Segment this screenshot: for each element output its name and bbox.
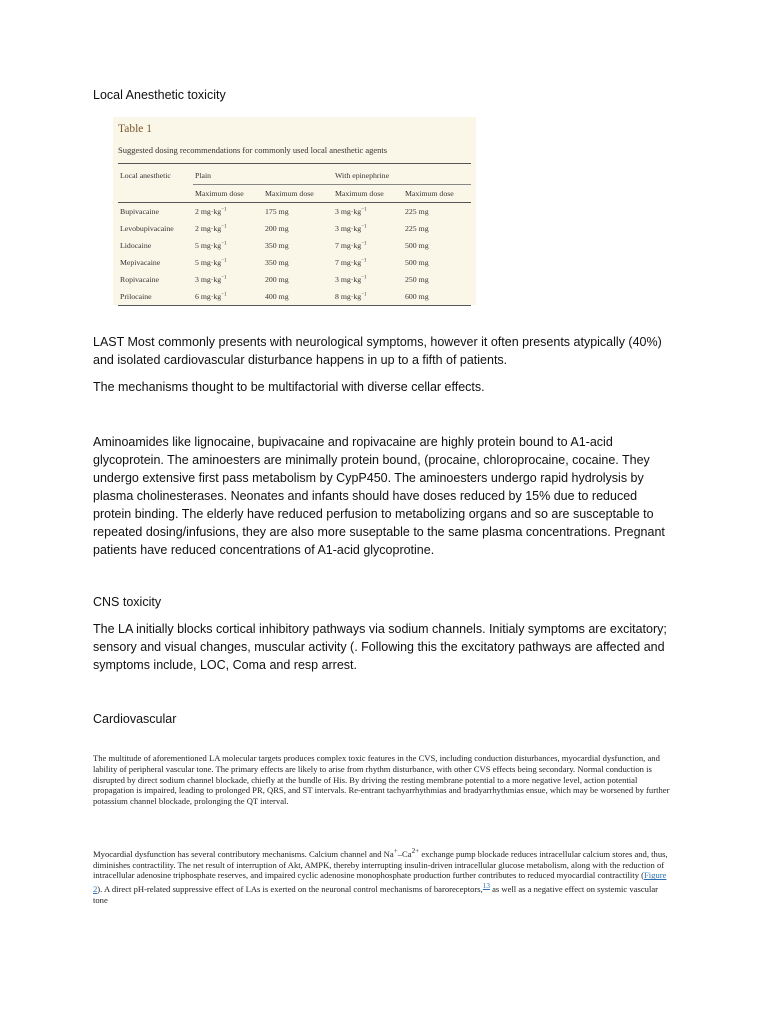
epi-dose-per-kg: 8 $mg\cdot kg^{-1}$	[333, 288, 403, 306]
table-row	[118, 203, 471, 221]
plain-max-dose: 200 mg	[265, 275, 289, 284]
subheader-maximum-dose: Maximum dose	[403, 185, 471, 203]
excerpt-myocardial-dysfunction: Myocardial dysfunction has several contributory mechanisms. Calcium channel and $Na^+-Ca^{2+}$ exchange pump blockade reduces intracellular calcium stores and, thus, diminishes contractility. The net result of interruption of Akt, AMPK, thereby interrupting insulin-driven intracellular glucose metabolism, along with the reduction of intracellular adenosine triphosphate reserves, and impaired cyclic adenosine monophosphate production further contributes to reduced myocardial contractility (Figure 2). A direct pH-related suppressive effect of LAs is exerted on the neuronal control mechanisms of baroreceptors,$^{13}$ as well as a negative effect on systemic vascular tone	[93, 847, 668, 905]
epi-max-dose: 225 mg	[405, 207, 429, 216]
epi-max-dose: 500 mg	[405, 258, 429, 267]
dosing-table-figure	[113, 117, 476, 305]
epi-dose-per-kg: 3 $mg\cdot kg^{-1}$	[335, 224, 367, 233]
drug-name: Mepivacaine	[120, 258, 161, 267]
epi-max-dose: 225 mg	[405, 224, 429, 233]
table-caption: Suggested dosing recommendations for commonly used local anesthetic agents	[118, 145, 388, 155]
plain-max-dose: 350 mg	[265, 258, 289, 267]
table-row	[118, 254, 471, 271]
epi-dose-per-kg: 3 $mg\cdot kg^{-1}$	[335, 275, 367, 284]
column-header-local-anesthetic: Local anesthetic	[118, 164, 193, 185]
plain-dose-per-kg: 2 $mg\cdot kg^{-1}$	[195, 207, 227, 216]
table-row	[118, 288, 471, 306]
section-heading-local-anesthetic: Local Anesthetic toxicity	[93, 88, 226, 102]
table-row	[118, 220, 471, 237]
epi-dose-per-kg: 7 $mg\cdot kg^{-1}$	[335, 258, 367, 267]
plain-dose-per-kg: 3 $mg\cdot kg^{-1}$	[195, 275, 227, 284]
subheader-maximum-dose: Maximum dose	[333, 185, 403, 203]
paragraph-protein-binding: Aminoamides like lignocaine, bupivacaine and ropivacaine are highly protein bound to A1-acid glycoprotein. The aminoesters are minimally protein bound, (procaine, chloroprocaine, cocaine. They undergo extensive first pass metabolism by CypP450. The aminoesters undergo rapid hydrolysis by plasma cholinesterases. Neonates and infants should have doses reduced by 15% due to reduced protein binding. The elderly have reduced perfusion to metabolizing organs and so are susceptable to repeated dosing/infusions, they are also more suseptable to the same plasma concentrations. Pregnant patients have reduced concentrations of A1-acid glycoprotine.	[93, 435, 665, 557]
table-label: Table 1	[118, 123, 153, 135]
epi-max-dose: 600 mg	[403, 288, 471, 306]
table-row	[118, 271, 471, 288]
drug-name: Ropivacaine	[120, 275, 159, 284]
paragraph-mechanisms: The mechanisms thought to be multifactorial with diverse cellar effects.	[93, 380, 485, 394]
plain-max-dose: 400 mg	[263, 288, 333, 306]
epi-dose-per-kg: 3 $mg\cdot kg^{-1}$	[335, 207, 367, 216]
plain-dose-per-kg: 6 $mg\cdot kg^{-1}$	[193, 288, 263, 306]
section-heading-cns: CNS toxicity	[93, 595, 162, 609]
plain-dose-per-kg: 5 $mg\cdot kg^{-1}$	[195, 258, 227, 267]
table-row	[118, 237, 471, 254]
section-heading-cardiovascular: Cardiovascular	[93, 712, 177, 726]
paragraph-last-presentation: LAST Most commonly presents with neurological symptoms, however it often presents atypically (40%) and isolated cardiovascular disturbance happens in up to a fifth of patients.	[93, 335, 662, 367]
subheader-maximum-dose: Maximum dose	[263, 185, 333, 203]
reference-13-link[interactable]: 13	[482, 882, 490, 891]
plain-dose-per-kg: 5 $mg\cdot kg^{-1}$	[195, 241, 227, 250]
figure-2-link[interactable]: Figure 2	[93, 870, 667, 895]
plain-max-dose: 175 mg	[265, 207, 289, 216]
column-header-with-epinephrine: With epinephrine	[333, 164, 471, 185]
subheader-maximum-dose: Maximum dose	[193, 185, 263, 203]
epi-max-dose: 500 mg	[405, 241, 429, 250]
dosing-table	[118, 163, 471, 306]
plain-dose-per-kg: 2 $mg\cdot kg^{-1}$	[195, 224, 227, 233]
drug-name: Lidocaine	[120, 241, 152, 250]
plain-max-dose: 200 mg	[265, 224, 289, 233]
drug-name: Levobupivacaine	[120, 224, 174, 233]
excerpt-cvs-features: The multitude of aforementioned LA molecular targets produces complex toxic features in the CVS, including conduction disturbances, myocardial dysfunction, and lability of peripheral vascular tone. The primary effects are likely to arise from rhythm disturbance, with other CVS effects being secondary. Normal conduction is disrupted by direct sodium channel blockade, chiefly at the bundle of His. By driving the resting membrane potential to a more negative level, action potential propagation is impaired, leading to prolonged PR, QRS, and ST intervals. Re-entrant tachyarrhythmias and bradyarrhythmias ensue, which may be worsened by further potassium channel blockade, prolonging the QT interval.	[93, 753, 670, 807]
paragraph-cns-toxicity: The LA initially blocks cortical inhibitory pathways via sodium channels. Initialy symptoms are excitatory; sensory and visual changes, muscular activity (. Following this the excitatory pathways are affected and symptoms include, LOC, Coma and resp arrest.	[93, 622, 667, 672]
column-header-plain: Plain	[193, 164, 333, 185]
plain-max-dose: 350 mg	[265, 241, 289, 250]
epi-dose-per-kg: 7 $mg\cdot kg^{-1}$	[335, 241, 367, 250]
epi-max-dose: 250 mg	[405, 275, 429, 284]
drug-name: Prilocaine	[118, 288, 193, 306]
drug-name: Bupivacaine	[120, 207, 159, 216]
